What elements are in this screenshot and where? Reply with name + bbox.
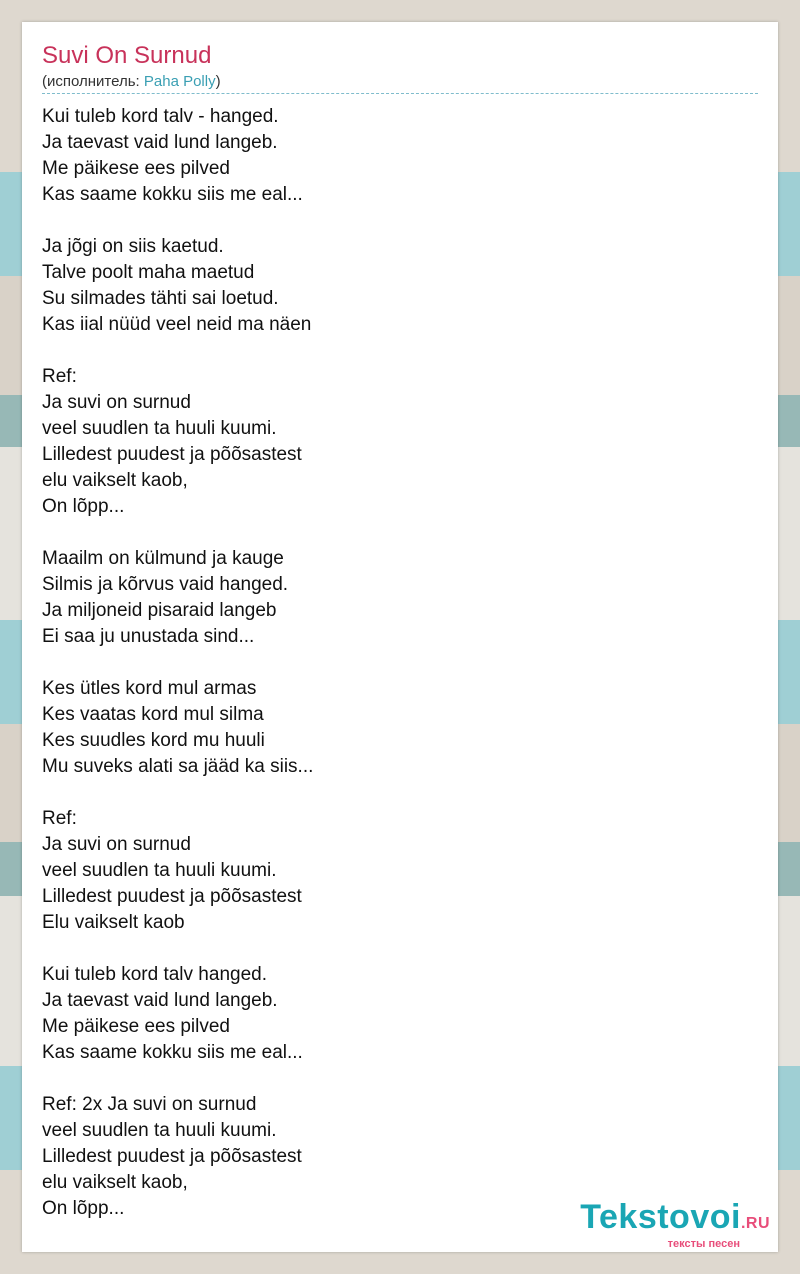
lyric-line: Elu vaikselt kaob [42,912,185,933]
artist-prefix: (исполнитель: [42,73,144,90]
lyric-line: Kas iial nüüd veel neid ma näen [42,314,312,335]
song-title: Suvi On Surnud [42,42,212,69]
lyric-line: Kui tuleb kord talv - hanged. [42,106,279,127]
lyric-line: Kes ütles kord mul armas [42,678,257,699]
lyric-line: Kes vaatas kord mul silma [42,704,264,725]
lyric-line [42,338,313,364]
logo-tld: .RU [740,1215,770,1232]
lyric-line [42,780,313,806]
lyric-line: Lilledest puudest ja põõsastest [42,444,302,465]
artist-suffix: ) [215,73,221,90]
lyric-line: Kes suudles kord mu huuli [42,730,265,751]
lyric-line: Maailm on külmund ja kauge [42,548,284,569]
lyric-line: Lilledest puudest ja põõsastest [42,1146,302,1167]
lyric-line [42,650,313,676]
site-logo[interactable] [580,1199,770,1250]
lyric-line [42,520,313,546]
logo-name: Tekstovoi [580,1198,741,1236]
lyric-line: Ei saa ju unustada sind... [42,626,255,647]
lyrics-text [42,104,313,1222]
lyric-line: elu vaikselt kaob, [42,470,188,491]
lyric-line: Ref: [42,808,77,829]
lyric-line [42,1066,313,1092]
lyric-line: Silmis ja kõrvus vaid hanged. [42,574,289,595]
lyric-line: Su silmades tähti sai loetud. [42,288,279,309]
lyric-line: Talve poolt maha maetud [42,262,255,283]
lyric-line: Ref: [42,366,77,387]
lyrics-card [22,22,778,1252]
lyric-line: Ja miljoneid pisaraid langeb [42,600,277,621]
lyric-line: Kas saame kokku siis me eal... [42,184,303,205]
lyric-line: Me päikese ees pilved [42,158,230,179]
lyric-line [42,936,313,962]
lyric-line: Lilledest puudest ja põõsastest [42,886,302,907]
lyric-line: Ja taevast vaid lund langeb. [42,990,278,1011]
lyric-line: Kui tuleb kord talv hanged. [42,964,267,985]
lyric-line: veel suudlen ta huuli kuumi. [42,418,277,439]
artist-line [42,73,758,94]
lyric-line: Ref: 2x Ja suvi on surnud [42,1094,257,1115]
lyric-line: veel suudlen ta huuli kuumi. [42,1120,277,1141]
lyric-line: Ja suvi on surnud [42,392,191,413]
lyric-line: Ja jõgi on siis kaetud. [42,236,224,257]
lyric-line: veel suudlen ta huuli kuumi. [42,860,277,881]
lyric-line: On lõpp... [42,496,125,517]
logo-tagline: тексты песен [667,1238,740,1250]
lyric-line [42,208,313,234]
artist-link[interactable]: Paha Polly [143,73,216,90]
lyric-line: Mu suveks alati sa jääd ka siis... [42,756,314,777]
lyric-line: Kas saame kokku siis me eal... [42,1042,303,1063]
lyric-line: Ja suvi on surnud [42,834,191,855]
lyric-line: On lõpp... [42,1198,125,1219]
lyric-line: Ja taevast vaid lund langeb. [42,132,278,153]
lyric-line: Me päikese ees pilved [42,1016,230,1037]
lyric-line: elu vaikselt kaob, [42,1172,188,1193]
